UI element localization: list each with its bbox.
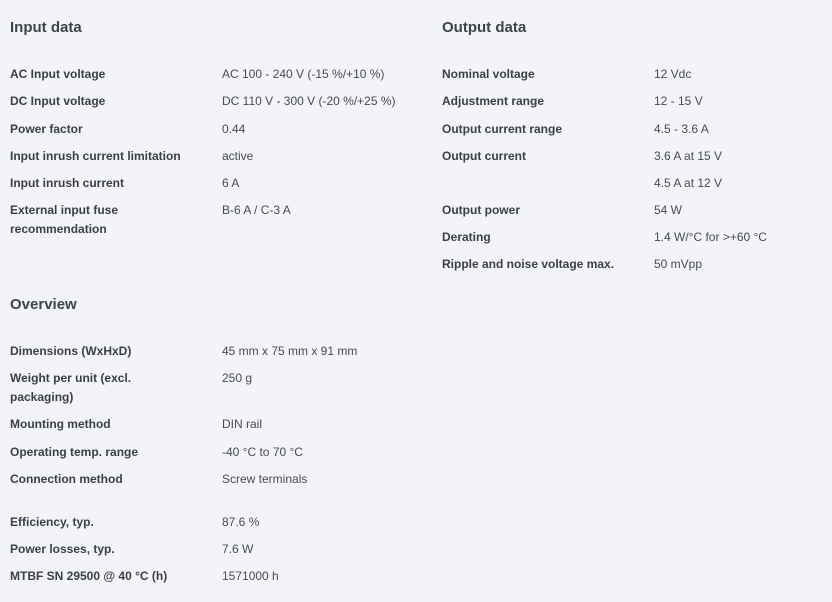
output-value-output-current-12v: 4.5 A at 12 V	[654, 176, 723, 190]
overview-value-mounting: DIN rail	[222, 417, 263, 431]
output-value-output-power: 54 W	[654, 203, 683, 217]
output-value-current-range: 4.5 - 3.6 A	[654, 122, 709, 136]
overview-value-power-losses: 7.6 W	[222, 542, 254, 556]
output-label-output-current: Output current	[442, 149, 526, 163]
overview-value-connection: Screw terminals	[222, 472, 308, 486]
output-value-nominal-voltage: 12 Vdc	[654, 67, 692, 81]
input-value-fuse-recommendation: B-6 A / C-3 A	[222, 203, 291, 217]
input-label-inrush-limitation: Input inrush current limitation	[10, 149, 181, 163]
overview-value-dimensions: 45 mm x 75 mm x 91 mm	[222, 344, 358, 358]
overview-label-mounting: Mounting method	[10, 417, 111, 431]
input-label-power-factor: Power factor	[10, 122, 83, 136]
output-label-derating: Derating	[442, 230, 491, 244]
overview-value-temp-range: -40 °C to 70 °C	[222, 445, 303, 459]
output-value-output-current-15v: 3.6 A at 15 V	[654, 149, 723, 163]
input-value-ac-voltage: AC 100 - 240 V (-15 %/+10 %)	[222, 67, 385, 81]
output-label-current-range: Output current range	[442, 122, 563, 136]
overview-value-weight: 250 g	[222, 371, 253, 385]
input-value-inrush-current: 6 A	[222, 176, 240, 190]
output-label-adjustment-range: Adjustment range	[442, 94, 545, 108]
overview-label-connection: Connection method	[10, 472, 123, 486]
overview-heading: Overview	[10, 296, 77, 313]
overview-label-weight: Weight per unit (excl. packaging)	[10, 371, 132, 404]
overview-value-mtbf: 1571000 h	[222, 569, 279, 583]
overview-label-mtbf: MTBF SN 29500 @ 40 °C (h)	[10, 569, 168, 583]
input-data-heading: Input data	[10, 19, 82, 36]
output-value-ripple-noise: 50 mVpp	[654, 257, 703, 271]
output-label-nominal-voltage: Nominal voltage	[442, 67, 535, 81]
output-data-heading: Output data	[442, 19, 527, 36]
overview-label-temp-range: Operating temp. range	[10, 445, 139, 459]
overview-value-efficiency: 87.6 %	[222, 515, 260, 529]
input-value-power-factor: 0.44	[222, 122, 246, 136]
input-label-fuse-recommendation: External input fuse recommendation	[10, 203, 119, 236]
input-label-inrush-current: Input inrush current	[10, 176, 124, 190]
output-label-output-power: Output power	[442, 203, 520, 217]
overview-label-efficiency: Efficiency, typ.	[10, 515, 94, 529]
input-label-dc-voltage: DC Input voltage	[10, 94, 106, 108]
output-value-derating: 1.4 W/°C for >+60 °C	[654, 230, 767, 244]
input-value-inrush-limitation: active	[222, 149, 254, 163]
input-label-ac-voltage: AC Input voltage	[10, 67, 106, 81]
output-label-ripple-noise: Ripple and noise voltage max.	[442, 257, 615, 271]
overview-label-dimensions: Dimensions (WxHxD)	[10, 344, 132, 358]
overview-label-power-losses: Power losses, typ.	[10, 542, 115, 556]
output-value-adjustment-range: 12 - 15 V	[654, 94, 703, 108]
input-value-dc-voltage: DC 110 V - 300 V (-20 %/+25 %)	[222, 94, 396, 108]
